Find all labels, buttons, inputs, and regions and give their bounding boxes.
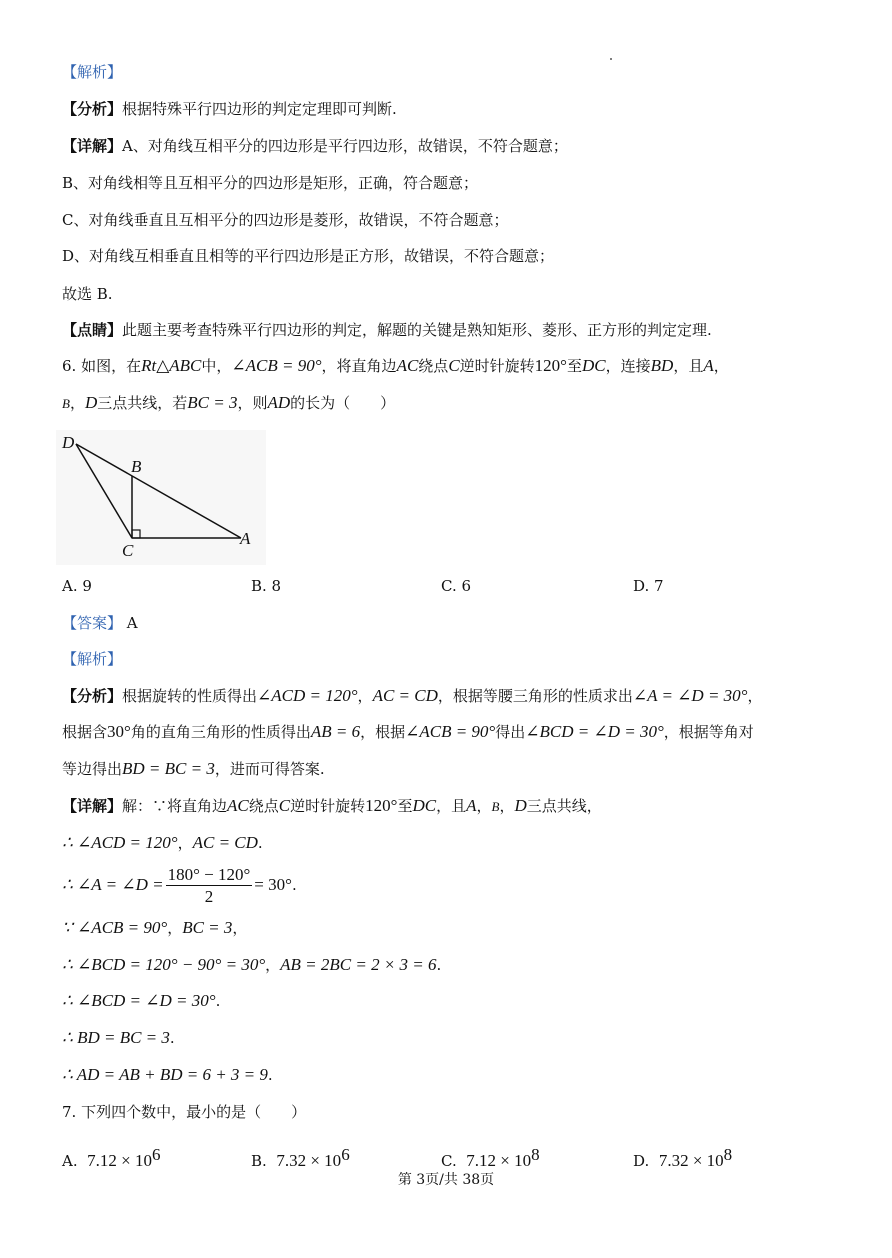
fig-label-d: D bbox=[62, 433, 75, 452]
q7-option-b: B. $7.32 \times 10^6$ bbox=[251, 1145, 350, 1170]
q5-detail-d: D、对角线互相垂直且相等的平行四边形是正方形，故错误，不符合题意； bbox=[62, 247, 555, 265]
q6-jiexi-heading: 【解析】 bbox=[62, 650, 123, 668]
q6-step-7: ∴ AD = AB + BD = 6 + 3 = 9. bbox=[62, 1065, 273, 1084]
stray-dot bbox=[610, 58, 612, 60]
q6-figure bbox=[56, 430, 266, 565]
q5-comment: 【点睛】此题主要考查特殊平行四边形的判定，解题的关键是熟知矩形、菱形、正方形的判定定理. bbox=[62, 321, 712, 339]
q5-jiexi-heading: 【解析】 bbox=[62, 63, 123, 81]
q5-detail-b: B、对角线相等且互相平分的四边形是矩形，正确，符合题意； bbox=[62, 174, 479, 192]
q6-detail-intro: 【详解】解：∵将直角边AC绕点C逆时针旋转120°至DC，且A，B，D三点共线， bbox=[62, 796, 602, 815]
q6-option-d: D. 7 bbox=[633, 577, 664, 595]
q7-option-c: C. $7.12 \times 10^8$ bbox=[441, 1145, 540, 1170]
fig-label-c: C bbox=[122, 541, 134, 560]
q6-step-1: ∴ ∠ACD = 120°，AC = CD. bbox=[62, 833, 263, 852]
fig-label-a: A bbox=[240, 529, 251, 548]
q5-detail-c: C、对角线垂直且互相平分的四边形是菱形，故错误，不符合题意； bbox=[62, 211, 509, 229]
q5-analysis: 【分析】根据特殊平行四边形的判定定理即可判断. bbox=[62, 100, 397, 118]
q6-stem-line2: B，D三点共线，若BC = 3，则AD的长为（ ） bbox=[62, 393, 396, 412]
q6-option-a: A. 9 bbox=[62, 577, 92, 595]
q7-option-d: D. $7.32 \times 10^8$ bbox=[633, 1145, 733, 1170]
q5-choose: 故选 B. bbox=[62, 285, 113, 303]
q6-step-6: ∴ BD = BC = 3. bbox=[62, 1028, 175, 1047]
q7-option-a: A. $7.12 \times 10^6$ bbox=[62, 1145, 161, 1170]
q6-option-b: B. 8 bbox=[251, 577, 282, 595]
page-footer: 第 3页/共 38页 bbox=[397, 1172, 495, 1188]
q6-option-c: C. 6 bbox=[441, 577, 472, 595]
q6-answer: 【答案】 A bbox=[62, 614, 138, 632]
q6-step-5: ∴ ∠BCD = ∠D = 30°. bbox=[62, 991, 221, 1010]
q6-step-2: ∴ ∠A = ∠D = $\frac{180^\circ - 120^\circ}{2}$ = 30°. bbox=[62, 864, 297, 906]
q6-analysis-line2: 根据含30°角的直角三角形的性质得出AB = 6，根据∠ACB = 90°得出∠BCD = ∠D = 30°，根据等角对 bbox=[62, 722, 754, 741]
q5-detail-a: 【详解】A、对角线互相平分的四边形是平行四边形，故错误，不符合题意； bbox=[62, 137, 568, 155]
fraction: $\frac{180^\circ - 120^\circ}{2}$ bbox=[167, 864, 251, 906]
q6-analysis-line1: 【分析】根据旋转的性质得出∠ACD = 120°，AC = CD，根据等腰三角形的性质求出∠A = ∠D = 30°， bbox=[62, 686, 763, 705]
q7-stem: 7. 下列四个数中，最小的是（ ） bbox=[62, 1103, 307, 1121]
q6-step-3: ∵ ∠ACB = 90°，BC = 3， bbox=[62, 918, 248, 937]
q6-analysis-line3: 等边得出BD = BC = 3，进而可得答案. bbox=[62, 759, 325, 778]
q6-stem-line1: 6. 如图，在Rt△ABC中，∠ACB = 90°，将直角边AC绕点C逆时针旋转120°至DC，连接BD，且A， bbox=[62, 356, 729, 375]
fig-label-b: B bbox=[131, 457, 142, 476]
q6-step-4: ∴ ∠BCD = 120° − 90° = 30°，AB = 2BC = 2 × 3 = 6. bbox=[62, 955, 442, 974]
